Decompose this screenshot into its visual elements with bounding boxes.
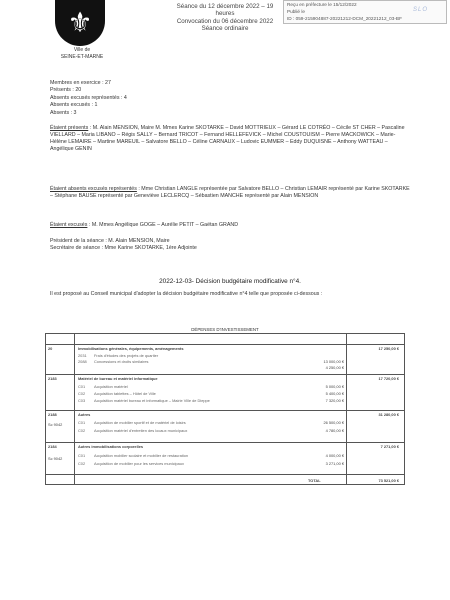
department-name: SEINE-ET-MARNE	[60, 54, 104, 60]
row-label: Frais d'études des projets de quartier	[94, 353, 159, 358]
represented-list: : Mme Christian LANGLE représentée par Salvatore BELLO – Christian LEMAIR représenté par Karine SKOTARKE – Stéphane BAUSE représenté par Geneviève LECLERCQ – Sébastien MANCHE représenté par Alain MENSION	[50, 186, 410, 200]
chapter-label: Immobilisations générales, équipements, aménagements	[78, 346, 184, 351]
chapter-label: Autres immobilisations corporelles	[78, 444, 144, 449]
commune-name: Ville de	[73, 47, 91, 53]
session-info	[170, 3, 280, 33]
row-label: Acquisition matériel	[94, 384, 128, 389]
members-count: Membres en exercice : 27	[50, 80, 111, 86]
row-label: Concessions et droits similaires	[94, 359, 149, 364]
row-amount: 4 780,00 €	[325, 428, 344, 433]
present-members	[50, 125, 410, 153]
row-amount: 5 400,00 €	[325, 391, 344, 396]
row-amount: 3 271,00 €	[325, 461, 344, 466]
side-code: Sc 9042	[48, 422, 63, 427]
receipt-date: Reçu en préfecture le 15/12/2022	[287, 2, 357, 7]
session-date: Séance du 12 décembre 2022 – 19 heures	[176, 3, 274, 18]
chapter-total: 17 250,00 €	[378, 346, 399, 351]
row-label: Acquisition matériel bureau et informatique – Mairie Ville de Dieppe	[94, 398, 210, 403]
acte-id: ID : 059-215904887-20221212-DCM_20221212_03-BF	[287, 16, 402, 21]
chapter-total: 17 720,00 €	[378, 376, 399, 381]
chapter-label: Autres	[78, 412, 91, 417]
absent-count: Absents : 3	[50, 109, 77, 116]
chapter-code: 2188	[48, 412, 57, 417]
chair-block	[50, 238, 410, 252]
row-amount: 13 000,00 €	[323, 359, 344, 364]
side-code: Sc 9042	[48, 456, 63, 461]
row-label: Acquisition matériel d'entretien des locaux municipaux	[94, 428, 188, 433]
present-list: : M. Alain MENSION, Maire M. Mmes Karine SKOTARKE – David MOTTRIEUX – Gérard LE COTRÉO – Cécile ST CHER – Pascaline VIELLARD – Maria LIBANO – Régis SALLY – Bernard TRICOT – Fernand HELLEFEVICK – Michel COUSTOUISM – Pierre MACKOWICK – Marie-Hélène LEMAIRE – Martine MAREUIL – Salvatore BELLO – Céline CARNAUX – Ludovic EUMMER – Eddy DUQUISNE – Anthony WATTEAU – Angélique GENIN	[50, 125, 405, 153]
row-label: Acquisition mobilier scolaire et mobilier de restauration	[94, 453, 189, 458]
row-divider	[46, 374, 404, 375]
table-title: DÉPENSES D'INVESTISSEMENT	[191, 327, 259, 332]
absent-label: Étaient excusés	[50, 222, 88, 228]
absent-members	[50, 222, 410, 229]
absent-list: : M. Mmes Angélique GOGE – Aurélie PETIT – Gaëtan GRAND	[87, 222, 239, 228]
row-code: 2088	[78, 359, 87, 364]
row-code: 2031	[78, 353, 87, 358]
row-amount: 5 000,00 €	[325, 384, 344, 389]
chapter-code: 2184	[48, 444, 57, 449]
row-code: C01	[78, 453, 86, 458]
row-code: C01	[78, 384, 86, 389]
row-amount: 4 250,00 €	[325, 365, 344, 370]
decision-intro: Il est proposé au Conseil municipal d'adopter la décision budgétaire modificative n°4 telle que proposée ci-dessous :	[50, 291, 323, 297]
row-code: C02	[78, 461, 86, 466]
chapter-total: 31 280,00 €	[378, 412, 399, 417]
column-divider	[74, 334, 75, 484]
convocation-date: Convocation du 06 décembre 2022	[176, 17, 274, 25]
represented-members	[50, 186, 410, 200]
row-divider	[46, 442, 404, 443]
fleur-de-lis-icon: ⚜	[67, 7, 93, 38]
row-amount: 7 320,00 €	[325, 398, 344, 403]
row-amount: 26 500,00 €	[323, 420, 344, 425]
present-count: Présents : 20	[50, 87, 82, 94]
secretary-line: Secrétaire de séance : Mme Karine SKOTARKE, 1ère Adjointe	[50, 245, 197, 252]
prefecture-receipt-box	[283, 0, 447, 24]
chapter-code: 20	[48, 346, 53, 351]
represented-label: Étaient absents excusés représentés	[50, 186, 137, 192]
publication-label: Publié le	[287, 9, 305, 14]
row-amount: 4 000,00 €	[325, 453, 344, 458]
attendance-counts	[50, 80, 127, 117]
total-amount: 73 521,00 €	[378, 478, 399, 483]
row-label: Acquisition tablettes – Hôtel de Ville	[94, 391, 156, 396]
chapter-total: 7 271,00 €	[380, 444, 399, 449]
session-type: Séance ordinaire	[201, 25, 249, 33]
present-label: Étaient présents	[50, 125, 89, 131]
column-divider	[346, 334, 347, 484]
total-label: TOTAL	[308, 478, 321, 483]
row-label: Acquisition de mobilier pour les services municipaux	[94, 461, 184, 466]
row-code: C01	[78, 420, 86, 425]
chapter-code: 2183	[48, 376, 57, 381]
slo-stamp: SLO	[412, 7, 428, 13]
row-divider	[46, 410, 404, 411]
city-crest-logo	[55, 0, 105, 46]
excused-count: Absents excusés : 1	[50, 102, 98, 109]
chapter-label: Matériel de bureau et matériel informatique	[78, 376, 158, 381]
row-code: C03	[78, 398, 86, 403]
row-code: C02	[78, 391, 86, 396]
row-label: Acquisition de mobilier sportif et de matériel de loisirs	[94, 420, 186, 425]
row-divider	[46, 344, 404, 345]
row-code: C02	[78, 428, 86, 433]
budget-table	[45, 333, 405, 485]
decision-title: 2022-12-03- Décision budgétaire modificative n°4.	[159, 278, 301, 285]
president-line: Président de la séance : M. Alain MENSION, Maire	[50, 238, 170, 244]
row-divider	[46, 474, 404, 475]
represented-count: Absents excusés représentés : 4	[50, 94, 127, 101]
